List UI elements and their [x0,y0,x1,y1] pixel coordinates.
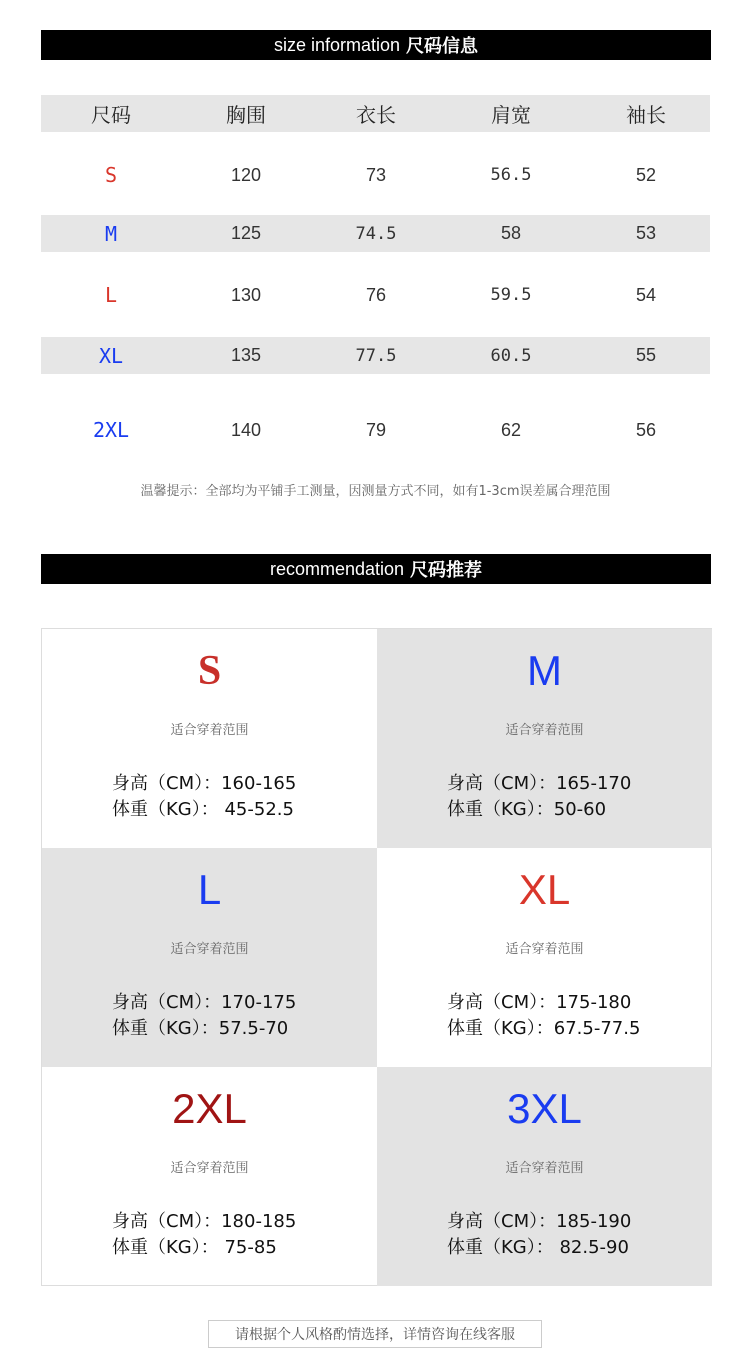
card-subtitle: 适合穿着范围 [170,1161,249,1176]
card-size-label: XL [518,866,571,913]
size-card-2xl [42,1067,377,1286]
sleeve-value: 54 [635,284,657,305]
chest-value: 140 [230,419,262,440]
chest-value: 135 [230,345,262,365]
shoulder-value: 58 [500,223,522,243]
card-subtitle: 适合穿着范围 [170,942,249,957]
shoulder-value: 60.5 [490,345,532,366]
recommendation-title-bar [41,554,711,584]
card-height: 身高（CM）：180-185 [112,1211,297,1232]
length-value: 77.5 [355,345,397,366]
length-value: 73 [365,164,387,185]
card-weight: 体重（KG）：57.5-70 [112,1018,289,1039]
header-sleeve: 袖长 [626,103,666,127]
shoulder-value: 56.5 [490,165,532,185]
size-card-s [42,629,377,848]
sleeve-value: 52 [635,164,657,185]
size-info-title-bar [41,30,711,60]
card-subtitle: 适合穿着范围 [505,723,584,738]
card-weight: 体重（KG）：67.5-77.5 [447,1018,641,1039]
table-row [41,215,710,252]
size-label: M [104,221,118,246]
measurement-note: 温馨提示：全部均为平铺手工测量，因测量方式不同，如有1-3cm误差属合理范围 [140,484,611,499]
table-row [41,275,710,315]
shoulder-value: 62 [500,419,522,440]
size-label: XL [98,343,124,368]
footer-note: 请根据个人风格酌情选择，详情咨询在线客服 [208,1320,542,1348]
size-card-l [42,848,377,1067]
card-size-label: 2XL [172,1085,247,1132]
size-card-3xl [377,1067,712,1286]
card-size-label: M [527,647,562,694]
card-height: 身高（CM）：165-170 [447,773,632,794]
recommendation-grid [41,628,712,1286]
header-chest: 胸围 [226,103,266,127]
length-value: 79 [365,419,387,440]
header-length: 衣长 [356,103,396,127]
card-weight: 体重（KG）：50-60 [447,799,607,820]
sleeve-value: 55 [635,345,657,365]
card-weight: 体重（KG）： 75-85 [112,1237,277,1258]
header-shoulder: 肩宽 [491,103,531,127]
size-label: S [104,163,118,187]
size-info-title-en: size information [273,34,401,55]
size-table-header [41,95,710,132]
card-height: 身高（CM）：175-180 [447,992,632,1013]
length-value: 74.5 [355,223,397,244]
size-card-xl [377,848,712,1067]
chest-value: 120 [230,164,262,185]
recommendation-title-en: recommendation [269,558,405,579]
sleeve-value: 56 [635,419,657,440]
size-label: 2XL [92,418,130,442]
card-weight: 体重（KG）： 82.5-90 [447,1237,629,1258]
length-value: 76 [365,284,387,305]
card-size-label: 3XL [507,1085,582,1132]
card-size-label: S [197,648,222,694]
card-height: 身高（CM）：170-175 [112,992,297,1013]
card-height: 身高（CM）：185-190 [447,1211,632,1232]
sleeve-value: 53 [635,223,657,243]
size-info-title-cn: 尺码信息 [406,36,479,57]
chest-value: 130 [230,284,262,305]
card-weight: 体重（KG）： 45-52.5 [112,799,294,820]
chest-value: 125 [230,223,262,243]
header-size: 尺码 [91,103,131,127]
table-row [41,337,710,374]
card-subtitle: 适合穿着范围 [170,723,249,738]
card-subtitle: 适合穿着范围 [505,1161,584,1176]
card-size-label: L [197,866,222,913]
table-row [41,155,710,195]
table-row [41,410,710,450]
card-height: 身高（CM）：160-165 [112,773,297,794]
shoulder-value: 59.5 [490,285,532,305]
size-label: L [104,283,118,307]
card-subtitle: 适合穿着范围 [505,942,584,957]
recommendation-title-cn: 尺码推荐 [410,560,483,581]
size-card-m [377,629,712,848]
